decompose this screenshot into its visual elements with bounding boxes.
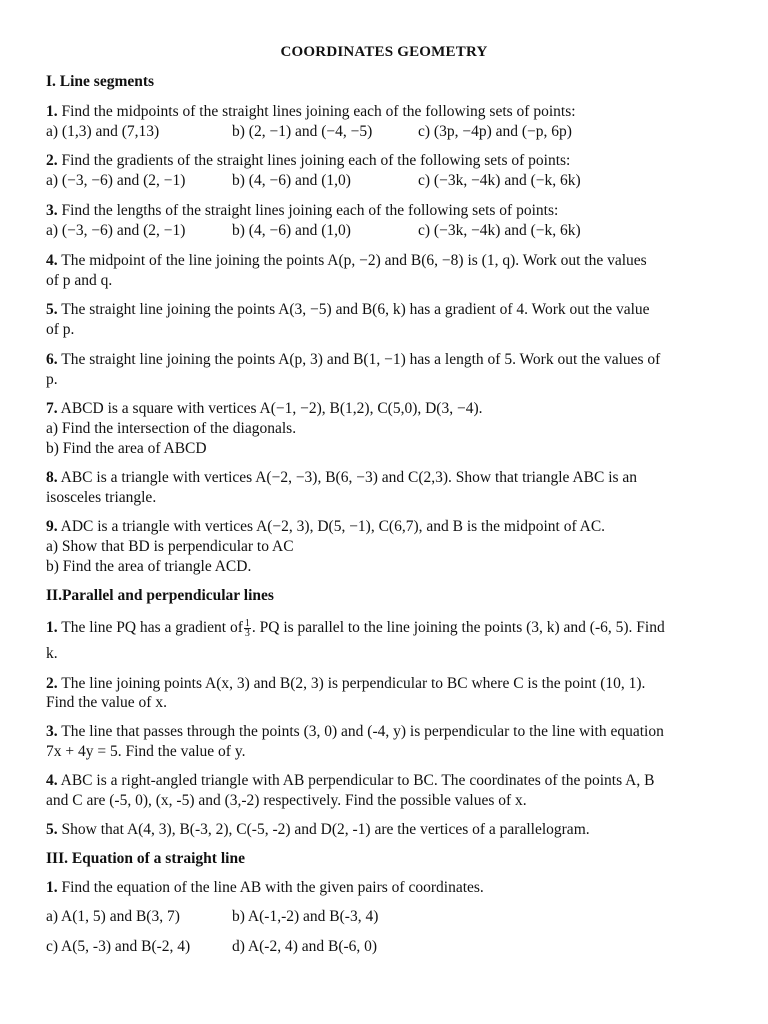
question-number: 3. xyxy=(46,723,58,740)
question-1-6 xyxy=(46,350,660,370)
question-number: 3. xyxy=(46,202,58,219)
question-1-4-continued: of p and q. xyxy=(46,272,113,289)
q1-3-part-a: a) (−3, −6) and (2, −1) xyxy=(46,222,186,239)
question-1-6-continued: p. xyxy=(46,371,58,388)
question-text: The line that passes through the points (3, 0) and (-4, y) is perpendicular to the line with equation xyxy=(57,723,664,740)
question-text: The line PQ has a gradient of xyxy=(57,619,243,636)
question-text: Find the midpoints of the straight lines joining each of the following sets of points: xyxy=(57,103,576,120)
question-2-4-continued: and C are (-5, 0), (x, -5) and (3,-2) respectively. Find the possible values of x. xyxy=(46,792,527,809)
question-number: 4. xyxy=(46,252,58,269)
question-number: 6. xyxy=(46,351,58,368)
question-text: The line joining points A(x, 3) and B(2, 3) is perpendicular to BC where C is the point (10, 1). xyxy=(57,675,646,692)
question-text: ADC is a triangle with vertices A(−2, 3), D(5, −1), C(6,7), and B is the midpoint of AC. xyxy=(57,518,606,535)
question-2-1-continued: k. xyxy=(46,645,58,662)
question-number: 2. xyxy=(46,675,58,692)
question-text: Find the lengths of the straight lines joining each of the following sets of points: xyxy=(57,202,559,219)
question-3-1 xyxy=(46,878,484,898)
question-text: ABCD is a square with vertices A(−1, −2), B(1,2), C(5,0), D(3, −4). xyxy=(57,400,483,417)
question-1-8 xyxy=(46,468,637,488)
section-heading-equation-straight-line: III. Equation of a straight line xyxy=(46,850,245,867)
q3-1-part-c: c) A(5, -3) and B(-2, 4) xyxy=(46,938,191,955)
question-number: 4. xyxy=(46,772,58,789)
question-text: Find the equation of the line AB with the given pairs of coordinates. xyxy=(57,879,484,896)
question-1-4 xyxy=(46,251,647,271)
q3-1-part-b: b) A(-1,-2) and B(-3, 4) xyxy=(232,908,379,925)
question-2-4 xyxy=(46,771,654,791)
question-number: 8. xyxy=(46,469,58,486)
question-1-1 xyxy=(46,102,576,122)
question-text: ABC is a triangle with vertices A(−2, −3), B(6, −3) and C(2,3). Show that triangle ABC is an xyxy=(57,469,638,486)
question-number: 1. xyxy=(46,103,58,120)
fraction-numerator: 1 xyxy=(244,617,250,629)
question-1-3 xyxy=(46,201,558,221)
question-1-2 xyxy=(46,151,570,171)
question-number: 5. xyxy=(46,301,58,318)
question-1-5-continued: of p. xyxy=(46,321,75,338)
q1-2-part-a: a) (−3, −6) and (2, −1) xyxy=(46,172,186,189)
question-text-continued: . PQ is parallel to the line joining the points (3, k) and (-6, 5). Find xyxy=(251,619,665,636)
question-1-9 xyxy=(46,517,605,537)
q1-1-part-c: c) (3p, −4p) and (−p, 6p) xyxy=(418,123,572,140)
question-text: The straight line joining the points A(3, −5) and B(6, k) has a gradient of 4. Work out the value xyxy=(57,301,650,318)
q1-1-part-a: a) (1,3) and (7,13) xyxy=(46,123,160,140)
question-1-7 xyxy=(46,399,482,419)
question-2-2-continued: Find the value of x. xyxy=(46,694,167,711)
q1-2-part-c: c) (−3k, −4k) and (−k, 6k) xyxy=(418,172,581,189)
question-2-3-continued: 7x + 4y = 5. Find the value of y. xyxy=(46,743,246,760)
question-2-1 xyxy=(46,618,665,638)
question-text: The straight line joining the points A(p, 3) and B(1, −1) has a length of 5. Work out the values of xyxy=(57,351,661,368)
q1-9-part-b: b) Find the area of triangle ACD. xyxy=(46,558,252,575)
question-2-5 xyxy=(46,820,590,840)
question-1-8-continued: isosceles triangle. xyxy=(46,489,157,506)
q1-9-part-a: a) Show that BD is perpendicular to AC xyxy=(46,538,294,555)
question-number: 7. xyxy=(46,400,58,417)
section-heading-parallel-perpendicular: II.Parallel and perpendicular lines xyxy=(46,587,274,604)
question-text: The midpoint of the line joining the points A(p, −2) and B(6, −8) is (1, q). Work out the values xyxy=(57,252,647,269)
q1-7-part-b: b) Find the area of ABCD xyxy=(46,440,207,457)
question-1-5 xyxy=(46,300,650,320)
question-2-2 xyxy=(46,674,645,694)
fraction-denominator: 3 xyxy=(244,627,250,639)
q1-3-part-c: c) (−3k, −4k) and (−k, 6k) xyxy=(418,222,581,239)
q3-1-part-d: d) A(-2, 4) and B(-6, 0) xyxy=(232,938,378,955)
q1-1-part-b: b) (2, −1) and (−4, −5) xyxy=(232,123,373,140)
question-text: ABC is a right-angled triangle with AB perpendicular to BC. The coordinates of the points A, B xyxy=(57,772,655,789)
q1-3-part-b: b) (4, −6) and (1,0) xyxy=(232,222,351,239)
question-number: 5. xyxy=(46,821,58,838)
q1-2-part-b: b) (4, −6) and (1,0) xyxy=(232,172,351,189)
question-number: 2. xyxy=(46,152,58,169)
section-heading-line-segments: I. Line segments xyxy=(46,73,155,90)
q1-7-part-a: a) Find the intersection of the diagonals. xyxy=(46,420,297,437)
q3-1-part-a: a) A(1, 5) and B(3, 7) xyxy=(46,908,180,925)
question-number: 9. xyxy=(46,518,58,535)
question-2-3 xyxy=(46,722,664,742)
question-number: 1. xyxy=(46,879,58,896)
fraction-one-third xyxy=(244,619,251,638)
question-text: Show that A(4, 3), B(-3, 2), C(-5, -2) and D(2, -1) are the vertices of a parallelogram. xyxy=(57,821,590,838)
question-number: 1. xyxy=(46,619,58,636)
question-text: Find the gradients of the straight lines joining each of the following sets of points: xyxy=(57,152,571,169)
page-title: COORDINATES GEOMETRY xyxy=(280,44,488,60)
